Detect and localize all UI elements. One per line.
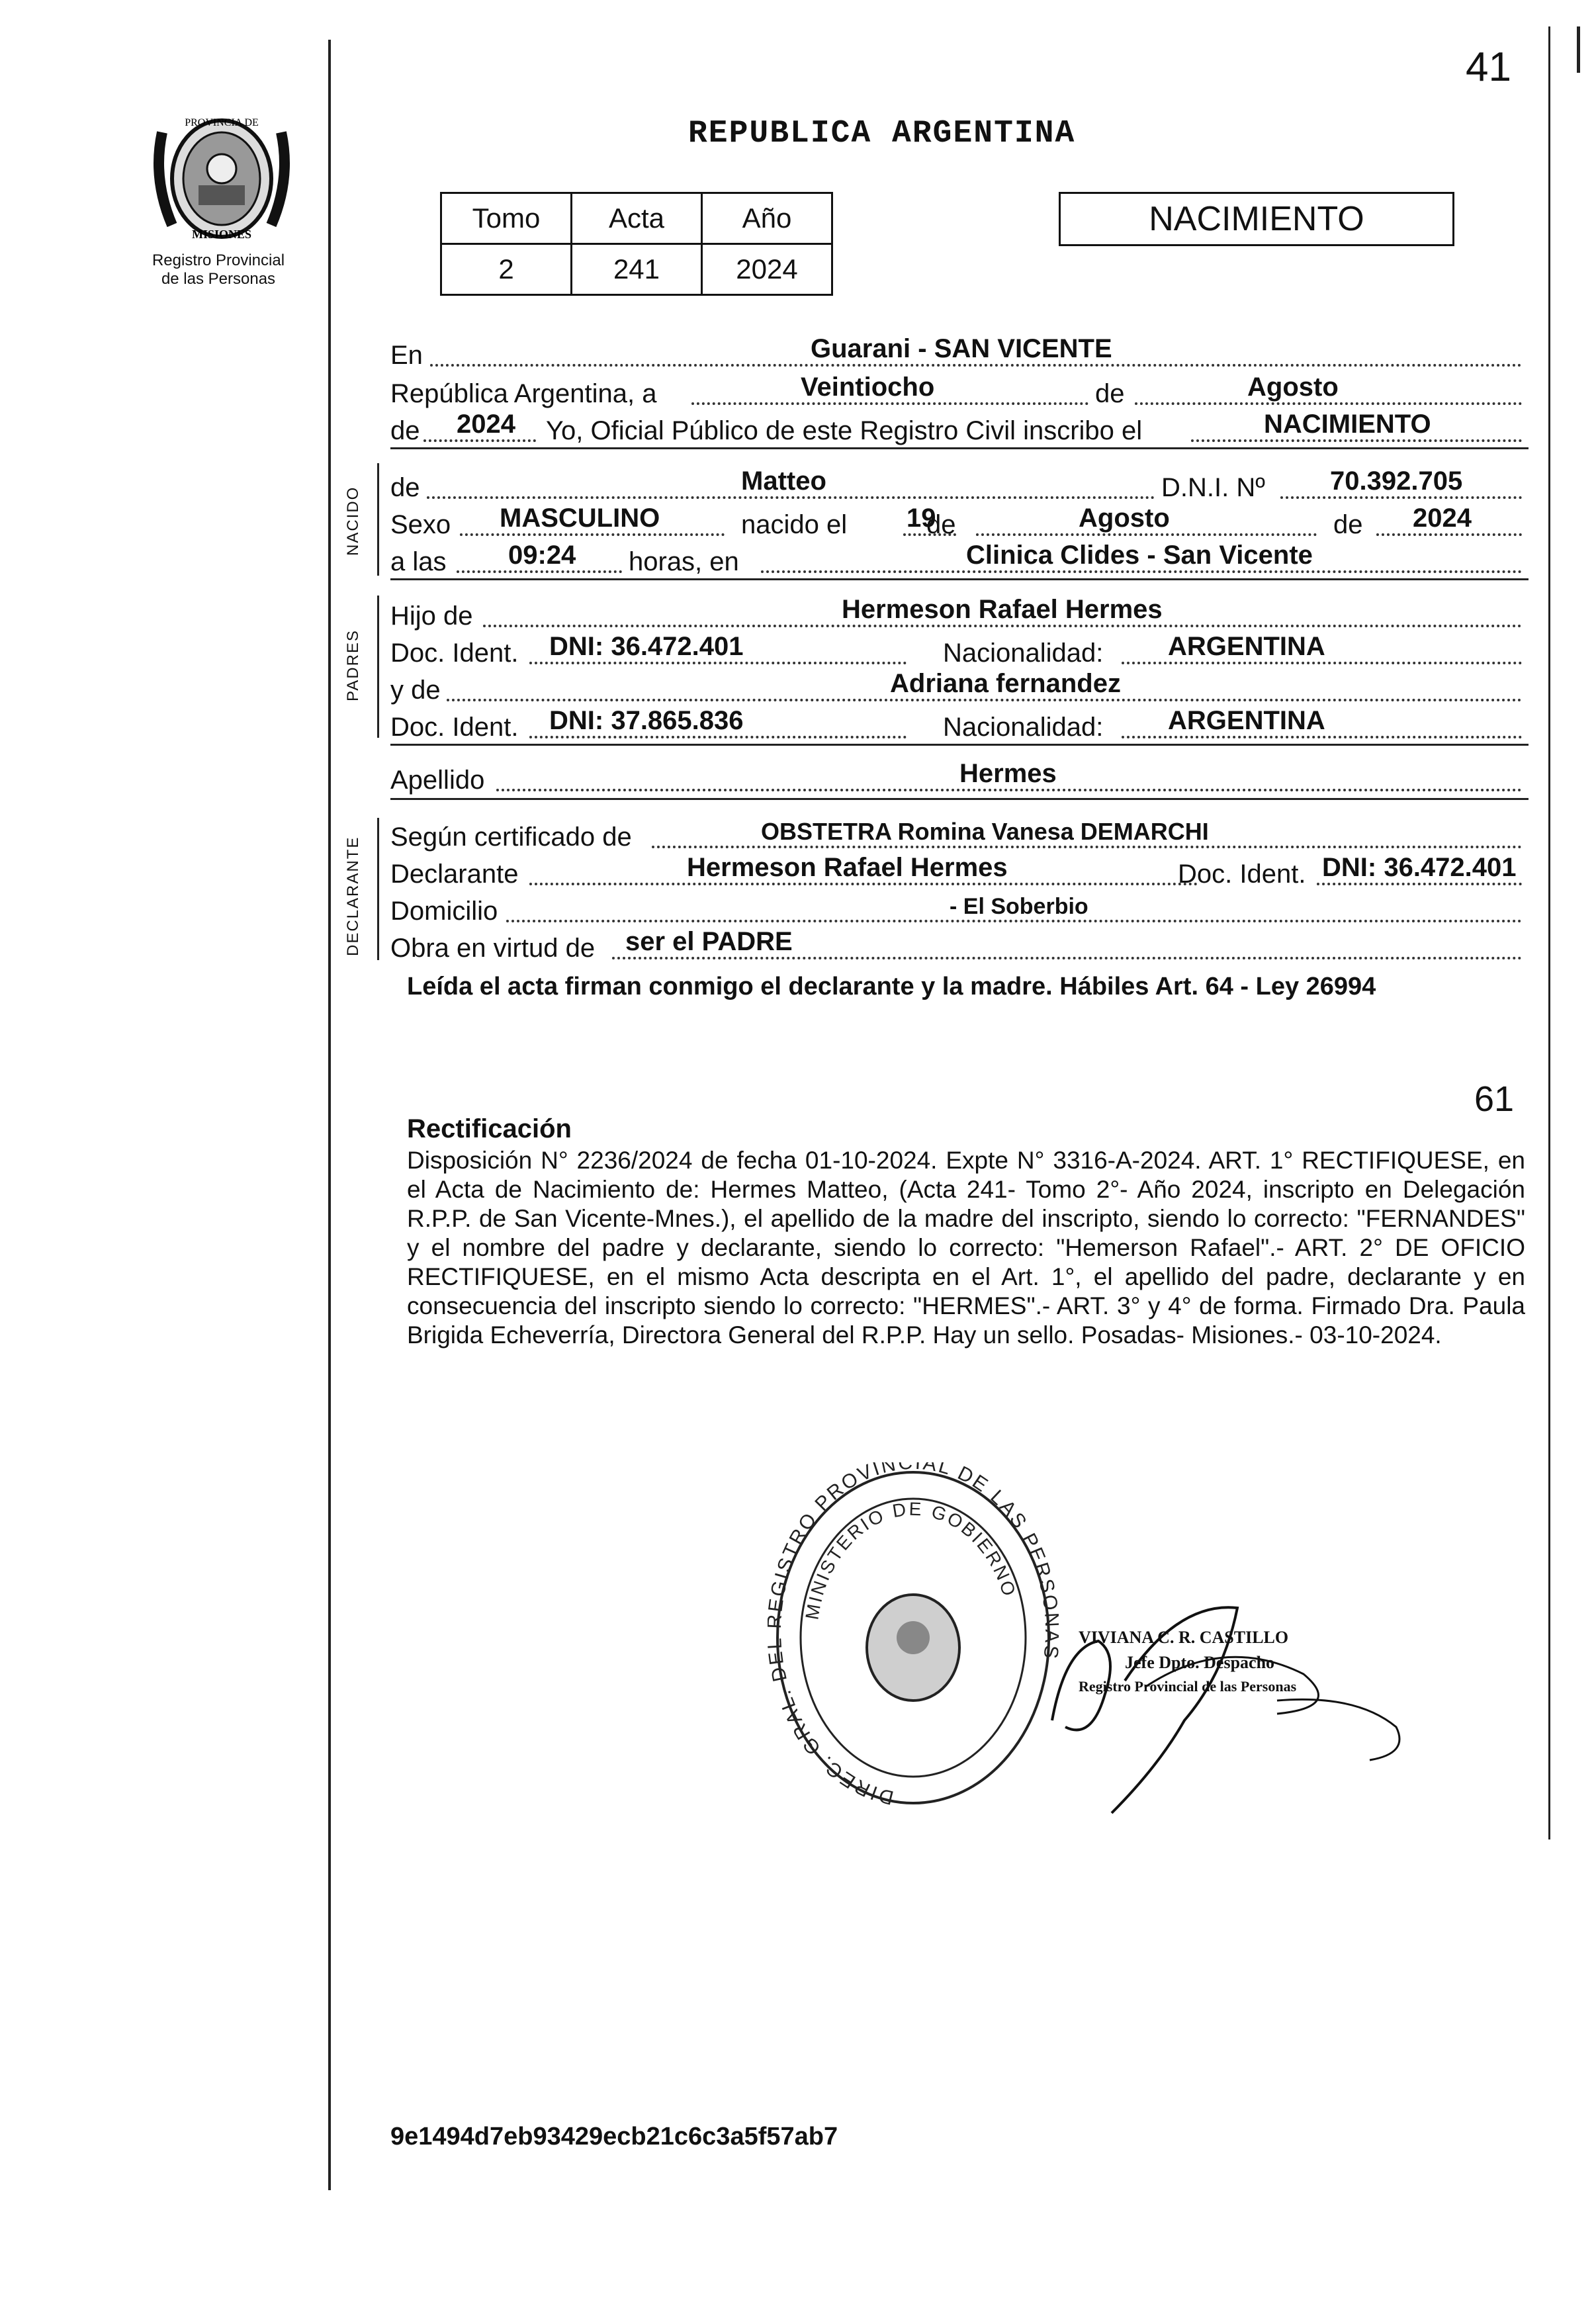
label-dni: D.N.I. Nº	[1161, 473, 1265, 502]
label-nacido-el: nacido el	[741, 510, 848, 539]
value-name: Matteo	[741, 466, 826, 496]
label-a-las: a las	[390, 547, 447, 576]
value-acta: 241	[572, 244, 702, 295]
dots	[447, 699, 1522, 701]
label-obra: Obra en virtud de	[390, 934, 596, 963]
dots	[529, 883, 1198, 885]
rectification-body: Disposición N° 2236/2024 de fecha 01-10-2024. Expte N° 3316-A-2024. ART. 1° RECTIFIQUESE, en el Acta de Nacimiento de: Hermes Matteo, (Acta 241- Tomo 2°- Año 2024, inscripto en Delegación R.P.P. de San Vicente-Mnes.), el apellido de la madre del inscripto, siendo lo correcto: "FERNANDES" y el nombre del padre y declarante, siendo lo correcto: "Hemerson Rafael".- ART. 2° DE OFICIO RECTIFIQUESE, en el mismo Acta descripta en el Art. 1°, el apellido del padre, declarante y en consecuencia del inscripto siendo lo correcto: "HERMES".- ART. 3° y 4° de forma. Firmado Dra. Paula Brigida Echeverría, Directora General del R.P.P. Hay un sello. Posadas- Misiones.- 03-10-2024.	[407, 1147, 1525, 1349]
label-de-birth-year: de	[1333, 510, 1363, 539]
row-hijo-de	[390, 597, 1529, 631]
value-month: Agosto	[1247, 373, 1339, 402]
row-domicilio	[390, 892, 1529, 926]
dots	[423, 439, 536, 442]
value-anio: 2024	[702, 244, 832, 295]
value-time: 09:24	[508, 541, 576, 570]
label-en: En	[390, 341, 423, 370]
stamp-outer-text: DIREC. GRAL. D GISTRO PROVINCIAL DE LAS PERS	[768, 1462, 1059, 1809]
label-republica: República Argentina, a	[390, 379, 657, 408]
page-number: 41	[1466, 44, 1511, 90]
label-y-de: y de	[390, 676, 441, 705]
label-sexo: Sexo	[390, 510, 451, 539]
header-tomo: Tomo	[441, 193, 572, 244]
row-father-doc	[390, 634, 1529, 668]
value-father-nat: ARGENTINA	[1168, 632, 1325, 661]
value-tomo: 2	[441, 244, 572, 295]
province-seal-logo	[146, 106, 298, 245]
value-domicilio: - El Soberbio	[950, 894, 1088, 919]
row-republica	[390, 375, 1529, 409]
reading-statement: Leída el acta firman conmigo el declarante y la madre. Hábiles Art. 64 - Ley 26994	[407, 973, 1376, 1000]
dots	[506, 920, 1522, 922]
nacido-bar	[377, 463, 379, 576]
dots	[529, 736, 907, 738]
register-table	[440, 192, 833, 296]
signature-block	[1026, 1575, 1423, 1826]
value-birth-day: 19	[907, 504, 936, 533]
label-father-doc: Doc. Ident.	[390, 639, 519, 668]
value-apellido: Hermes	[959, 759, 1057, 788]
value-mother: Adriana fernandez	[890, 669, 1121, 698]
value-father: Hermeson Rafael Hermes	[842, 595, 1163, 624]
org-line-1: Registro Provincial	[152, 251, 285, 269]
row-mother-doc	[390, 708, 1529, 742]
org-name	[119, 251, 318, 288]
dots	[652, 846, 1522, 848]
row-nacido-nombre	[390, 468, 1529, 503]
header-anio: Año	[702, 193, 832, 244]
dots	[430, 364, 1522, 367]
dots	[529, 662, 907, 664]
dots	[612, 957, 1522, 959]
value-birth-year: 2024	[1413, 504, 1472, 533]
dots	[1280, 496, 1522, 499]
row-nacido-sexo	[390, 506, 1529, 540]
value-en: Guarani - SAN VICENTE	[811, 334, 1112, 363]
value-father-doc: DNI: 36.472.401	[549, 632, 744, 661]
dots	[483, 625, 1522, 627]
value-declarante: Hermeson Rafael Hermes	[687, 853, 1008, 882]
label-de-year: de	[390, 416, 420, 445]
declarante-bar	[377, 818, 379, 960]
header-acta: Acta	[572, 193, 702, 244]
value-obra: ser el PADRE	[625, 927, 793, 956]
dots	[1191, 439, 1522, 442]
row-segun	[390, 818, 1529, 852]
value-mother-nat: ARGENTINA	[1168, 706, 1325, 735]
right-margin-line	[1548, 26, 1550, 1839]
left-margin-line	[328, 40, 331, 2190]
signature-scribble	[1026, 1575, 1423, 1826]
value-year: 2024	[457, 410, 515, 439]
signature-name: VIVIANA C. R. CASTILLO	[1079, 1628, 1289, 1647]
dots	[1122, 736, 1522, 738]
signature-role: Jefe Dpto. Despacho	[1125, 1653, 1275, 1672]
logo-text-top: PROVINCIA DE	[185, 117, 259, 128]
label-oficial: Yo, Oficial Público de este Registro Civil inscribo el	[546, 416, 1143, 445]
row-y-de	[390, 671, 1529, 705]
signature-org: Registro Provincial de las Personas	[1079, 1678, 1297, 1695]
label-apellido: Apellido	[390, 766, 485, 795]
dots	[427, 496, 1155, 499]
row-en	[390, 336, 1529, 371]
value-segun: OBSTETRA Romina Vanesa DEMARCHI	[761, 818, 1209, 845]
row-apellido	[390, 761, 1529, 795]
rectification-number: 61	[1474, 1079, 1515, 1119]
divider-nacido	[390, 578, 1529, 580]
right-edge-mark	[1577, 26, 1580, 73]
dots	[457, 570, 622, 573]
dots	[1122, 662, 1522, 664]
label-de-month: de	[1095, 379, 1125, 408]
rectification-title: Rectificación	[407, 1114, 572, 1143]
row-obra	[390, 929, 1529, 963]
logo-text-bottom: MISIONES	[191, 228, 252, 241]
value-sexo: MASCULINO	[500, 504, 660, 533]
official-stamp	[768, 1462, 1059, 1813]
nacido-section-label: NACIDO	[344, 486, 362, 556]
row-year-oficial	[390, 412, 1529, 446]
dots	[1376, 533, 1522, 536]
value-dni: 70.392.705	[1330, 466, 1463, 496]
dots	[1135, 402, 1522, 405]
label-declarante: Declarante	[390, 860, 519, 889]
row-declarante	[390, 855, 1529, 889]
record-type-box: NACIMIENTO	[1059, 192, 1454, 246]
divider-padres	[390, 744, 1529, 746]
stamp-inner-text: MINISTERIO DE GOBIERNO	[801, 1498, 1020, 1622]
label-de-birth-month: de	[926, 510, 956, 539]
dots	[1317, 883, 1522, 885]
dots	[460, 533, 725, 536]
value-day: Veintiocho	[801, 373, 935, 402]
divider-top	[390, 447, 1529, 449]
document-title: REPUBLICA ARGENTINA	[688, 116, 1076, 152]
dots	[691, 402, 1088, 405]
value-place: Clinica Clides - San Vicente	[966, 541, 1313, 570]
value-inscribo: NACIMIENTO	[1264, 410, 1431, 439]
dots	[761, 570, 1522, 573]
label-mother-nat: Nacionalidad:	[943, 713, 1104, 742]
dots	[496, 789, 1522, 791]
label-declarante-doc: Doc. Ident.	[1178, 860, 1306, 889]
row-nacido-hora	[390, 543, 1529, 577]
label-mother-doc: Doc. Ident.	[390, 713, 519, 742]
padres-bar	[377, 596, 379, 738]
label-father-nat: Nacionalidad:	[943, 639, 1104, 668]
value-birth-month: Agosto	[1079, 504, 1170, 533]
value-declarante-doc: DNI: 36.472.401	[1322, 853, 1517, 882]
label-segun: Según certificado de	[390, 822, 632, 852]
label-domicilio: Domicilio	[390, 897, 498, 926]
dots	[976, 533, 1317, 536]
document-hash: 9e1494d7eb93429ecb21c6c3a5f57ab7	[390, 2123, 838, 2150]
label-de-name: de	[390, 473, 420, 502]
declarante-section-label: DECLARANTE	[344, 836, 362, 956]
org-line-2: de las Personas	[161, 270, 276, 288]
padres-section-label: PADRES	[344, 629, 362, 701]
label-hijo-de: Hijo de	[390, 601, 473, 631]
value-mother-doc: DNI: 37.865.836	[549, 706, 744, 735]
label-horas-en: horas, en	[629, 547, 739, 576]
divider-apellido	[390, 798, 1529, 800]
